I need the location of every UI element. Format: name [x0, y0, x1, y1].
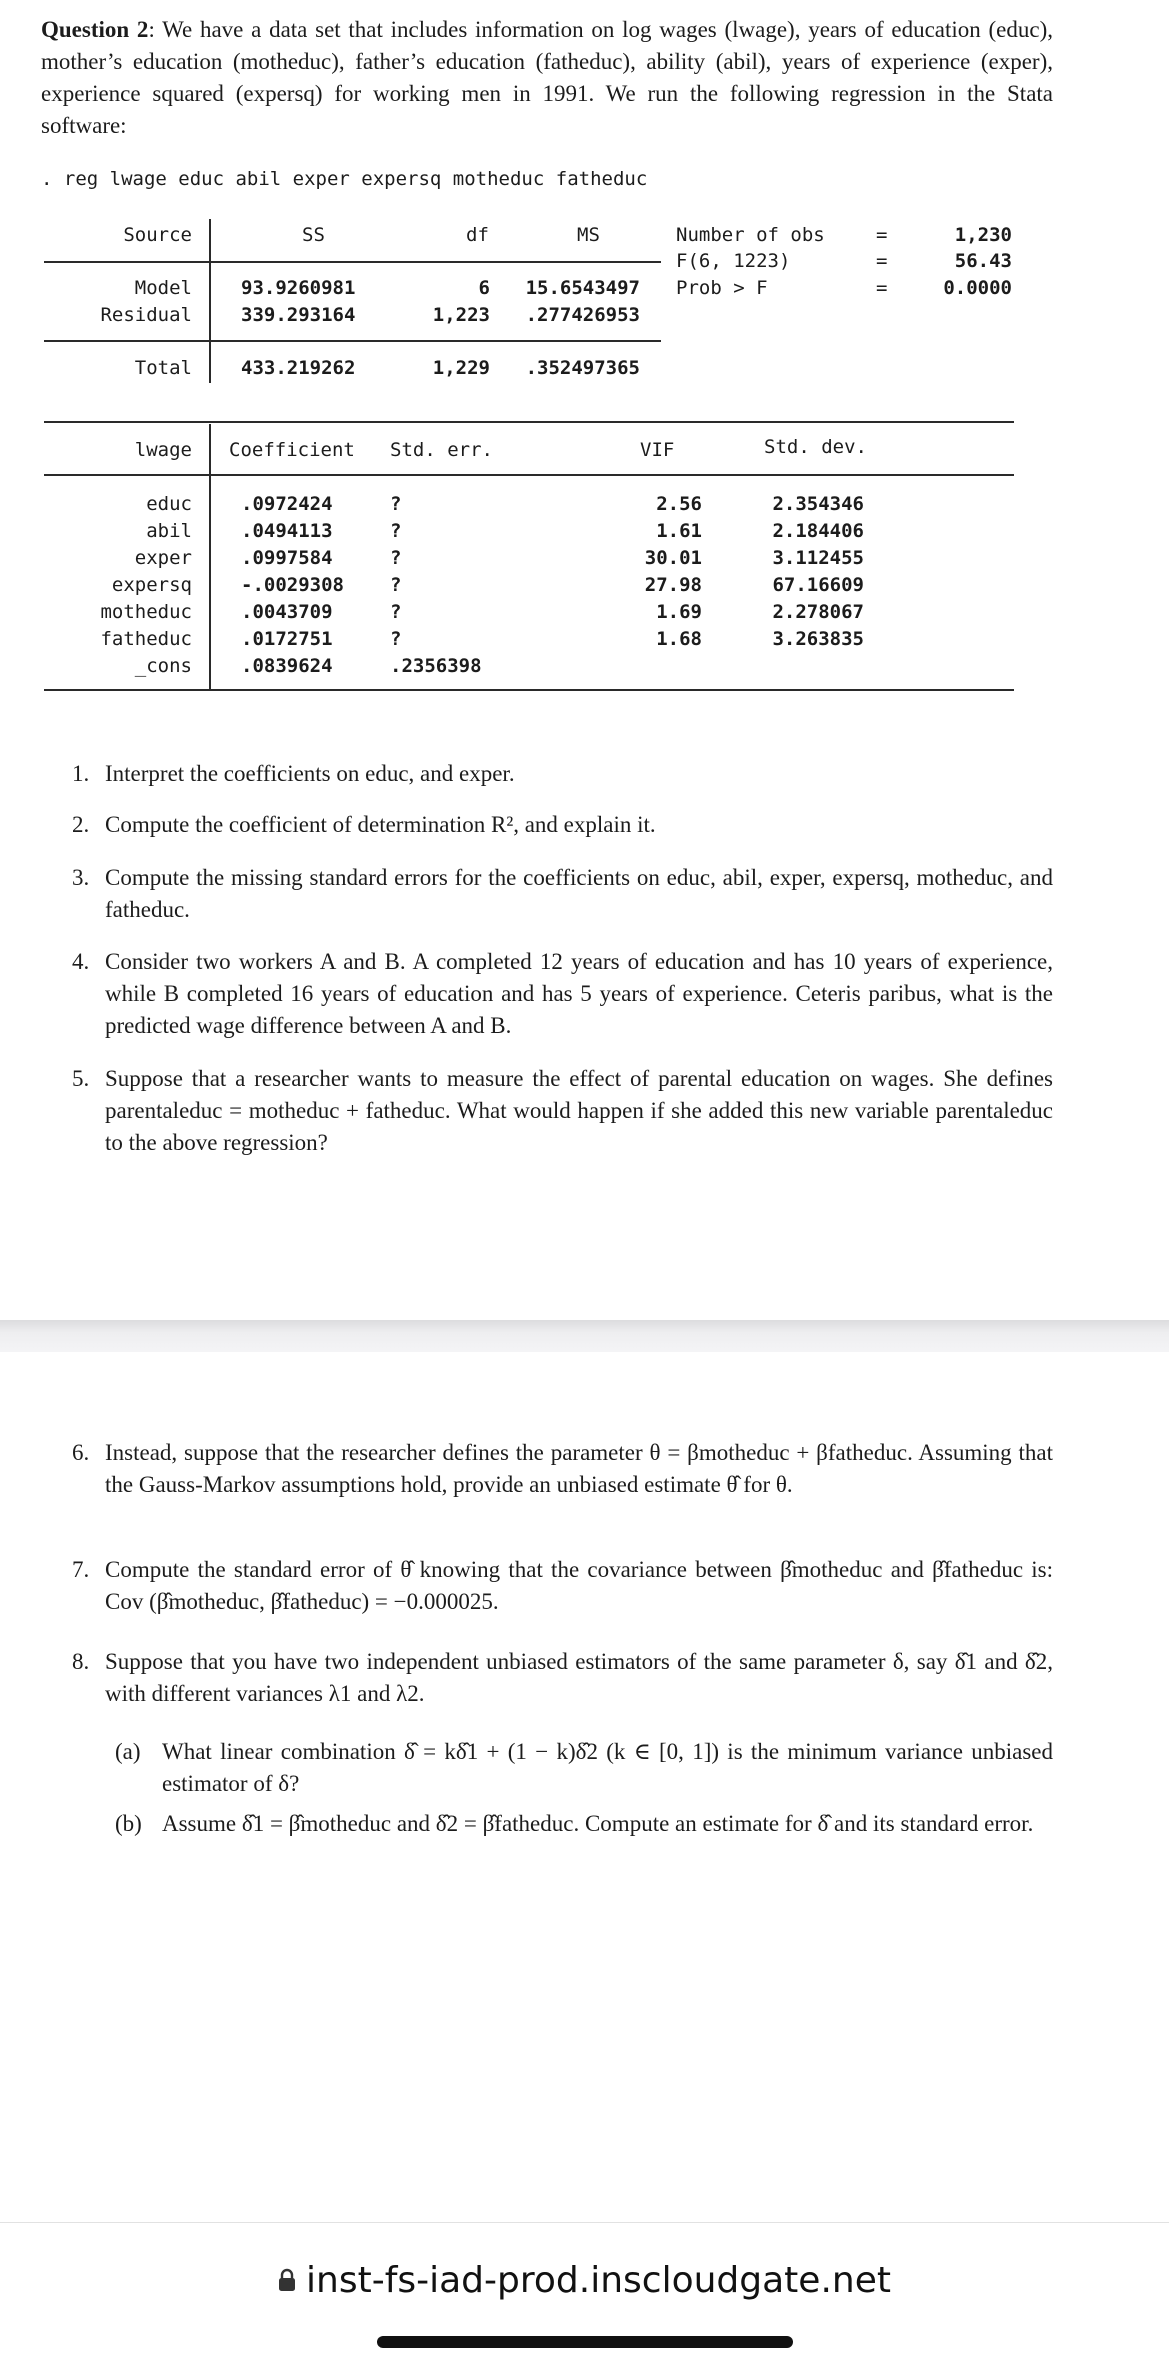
stat-label-f: F(6, 1223)	[676, 250, 791, 272]
anova-header-source: Source	[123, 224, 192, 246]
question-heading: Question 2	[41, 17, 149, 42]
coef-header-var: lwage	[134, 439, 192, 461]
anova-row-residual-source: Residual	[100, 304, 192, 326]
anova-divider	[209, 219, 211, 383]
coef-var: abil	[146, 520, 192, 542]
question-number: 1.	[72, 761, 90, 786]
question-number: 6.	[72, 1440, 90, 1465]
home-indicator[interactable]	[377, 2336, 793, 2348]
coef-rule-header	[44, 474, 1014, 476]
coef-vif: 30.01	[644, 547, 702, 569]
anova-row-model-ss: 93.9260981	[241, 277, 356, 299]
coef-vif: 1.69	[656, 601, 702, 623]
question-text: Suppose that you have two independent unbiased estimators of the same parameter δ, say δ̂1 and δ̂2, with different variances λ1 and λ2.	[105, 1649, 1053, 1706]
address-display[interactable]	[0, 2252, 1169, 2308]
question-text: Compute the coefficient of determination R², and explain it.	[105, 812, 656, 837]
coef-value: .0172751	[241, 628, 333, 650]
anova-row-model-df: 6	[478, 277, 490, 299]
coef-sd: 2.354346	[772, 493, 864, 515]
coef-rule-bottom	[44, 689, 1014, 691]
document-page-2	[0, 1352, 1169, 2222]
coef-value: .0494113	[241, 520, 333, 542]
url-text: inst-fs-iad-prod.inscloudgate.net	[306, 2259, 891, 2301]
coef-sd: 2.278067	[772, 601, 864, 623]
anova-row-model-source: Model	[134, 277, 192, 299]
coef-var: motheduc	[100, 601, 192, 623]
coef-value: .0839624	[241, 655, 333, 677]
stat-label-prob: Prob > F	[676, 277, 768, 299]
coef-var: _cons	[134, 655, 192, 677]
stat-eq-f: =	[876, 250, 888, 272]
stata-command: . reg lwage educ abil exper expersq motheduc fatheduc	[41, 168, 648, 190]
anova-header-ms: MS	[577, 224, 600, 246]
anova-header-ss: SS	[302, 224, 325, 246]
question-number: 5.	[72, 1066, 90, 1091]
anova-row-residual-df: 1,223	[432, 304, 490, 326]
question-text: Compute the standard error of θ̂ knowing that the covariance between β̂motheduc and β̂fatheduc is: Cov (β̂motheduc, β̂fatheduc) = −0.000025.	[105, 1557, 1053, 1614]
anova-row-total-ss: 433.219262	[241, 357, 356, 379]
list-item	[72, 1646, 1053, 1710]
list-item	[115, 1736, 1053, 1800]
coef-header-sd: Std. dev.	[764, 436, 867, 458]
anova-rule-total	[44, 340, 661, 342]
coef-sd: 3.112455	[772, 547, 864, 569]
coef-se: .2356398	[390, 655, 482, 677]
anova-rule-top	[44, 261, 661, 263]
subquestion-text: What linear combination δ̂ = kδ̂1 + (1 − k)δ̂2 (k ∈ [0, 1]) is the minimum variance unbiased estimator of δ?	[162, 1739, 1053, 1796]
question-text: Compute the missing standard errors for the coefficients on educ, abil, exper, expersq, motheduc, and fatheduc.	[105, 865, 1053, 922]
anova-row-residual-ms: .277426953	[525, 304, 640, 326]
question-text: Consider two workers A and B. A completed 12 years of education and has 10 years of experience, while B completed 16 years of education and has 5 years of experience. Ceteris paribus, what is the predicted wage difference between A and B.	[105, 949, 1053, 1038]
list-item	[72, 946, 1053, 1042]
stat-value-nobs: 1,230	[954, 224, 1012, 246]
anova-row-total-source: Total	[134, 357, 192, 379]
question-number: 3.	[72, 865, 90, 890]
list-item	[115, 1808, 1053, 1840]
lock-icon	[278, 2260, 296, 2301]
anova-header-df: df	[466, 224, 489, 246]
coef-se: ?	[390, 574, 402, 596]
coef-value: .0997584	[241, 547, 333, 569]
anova-row-residual-ss: 339.293164	[241, 304, 356, 326]
coef-value: -.0029308	[241, 574, 344, 596]
coef-sd: 2.184406	[772, 520, 864, 542]
list-item	[72, 1554, 1053, 1618]
coef-var: exper	[134, 547, 192, 569]
stat-label-nobs: Number of obs	[676, 224, 825, 246]
page-separator	[0, 1320, 1169, 1352]
coef-rule-top	[44, 421, 1014, 423]
coef-value: .0043709	[241, 601, 333, 623]
coef-se: ?	[390, 547, 402, 569]
subquestion-text: Assume δ̂1 = β̂motheduc and δ̂2 = β̂fatheduc. Compute an estimate for δ̂ and its standard error.	[162, 1811, 1034, 1836]
stat-eq-nobs: =	[876, 224, 888, 246]
anova-row-model-ms: 15.6543497	[525, 277, 640, 299]
anova-row-total-df: 1,229	[432, 357, 490, 379]
coef-var: educ	[146, 493, 192, 515]
coef-header-coefficient: Coefficient	[229, 439, 355, 461]
coef-se: ?	[390, 493, 402, 515]
question-number: 8.	[72, 1649, 90, 1674]
question-number: 7.	[72, 1557, 90, 1582]
question-number: 2.	[72, 812, 90, 837]
list-item	[72, 1063, 1053, 1159]
stat-value-f: 56.43	[954, 250, 1012, 272]
coef-var: fatheduc	[100, 628, 192, 650]
question-intro-text: We have a data set that includes information on log wages (lwage), years of education (educ), mother’s education (motheduc), father’s education (fatheduc), ability (abil), years of experience (exper), experience squared (expersq) for working men in 1991. We run the following regression in the Stata software:	[41, 17, 1053, 138]
coef-sd: 3.263835	[772, 628, 864, 650]
subquestion-label: (b)	[115, 1811, 142, 1836]
question-text: Interpret the coefficients on educ, and exper.	[105, 761, 515, 786]
question-text: Suppose that a researcher wants to measure the effect of parental education on wages. She defines parentaleduc = motheduc + fatheduc. What would happen if she added this new variable parentaleduc to the above regression?	[105, 1066, 1053, 1155]
coef-se: ?	[390, 601, 402, 623]
subquestion-label: (a)	[115, 1739, 141, 1764]
coef-se: ?	[390, 520, 402, 542]
question-intro: Question 2: We have a data set that includes information on log wages (lwage), years of education (educ), mother’s education (motheduc), father’s education (fatheduc), ability (abil), years of experience (exper), experience squared (expersq) for working men in 1991. We run the following regression in the Stata software:	[41, 17, 1053, 138]
coef-value: .0972424	[241, 493, 333, 515]
coef-vif: 2.56	[656, 493, 702, 515]
coef-var: expersq	[111, 574, 192, 596]
coef-divider	[209, 424, 211, 691]
coef-header-vif: VIF	[640, 439, 675, 461]
coef-vif: 1.68	[656, 628, 702, 650]
list-item	[72, 758, 1053, 790]
coef-vif: 1.61	[656, 520, 702, 542]
anova-row-total-ms: .352497365	[525, 357, 640, 379]
coef-sd: 67.16609	[772, 574, 864, 596]
coef-header-se: Std. err.	[390, 439, 493, 461]
stat-eq-prob: =	[876, 277, 888, 299]
question-text: Instead, suppose that the researcher defines the parameter θ = βmotheduc + βfatheduc. Assuming that the Gauss-Markov assumptions hold, provide an unbiased estimate θ̂ for θ.	[105, 1440, 1053, 1497]
stat-value-prob: 0.0000	[943, 277, 1012, 299]
coef-se: ?	[390, 628, 402, 650]
list-item	[72, 862, 1053, 926]
list-item	[72, 1437, 1053, 1501]
list-item	[72, 809, 1053, 841]
coef-vif: 27.98	[644, 574, 702, 596]
question-number: 4.	[72, 949, 90, 974]
